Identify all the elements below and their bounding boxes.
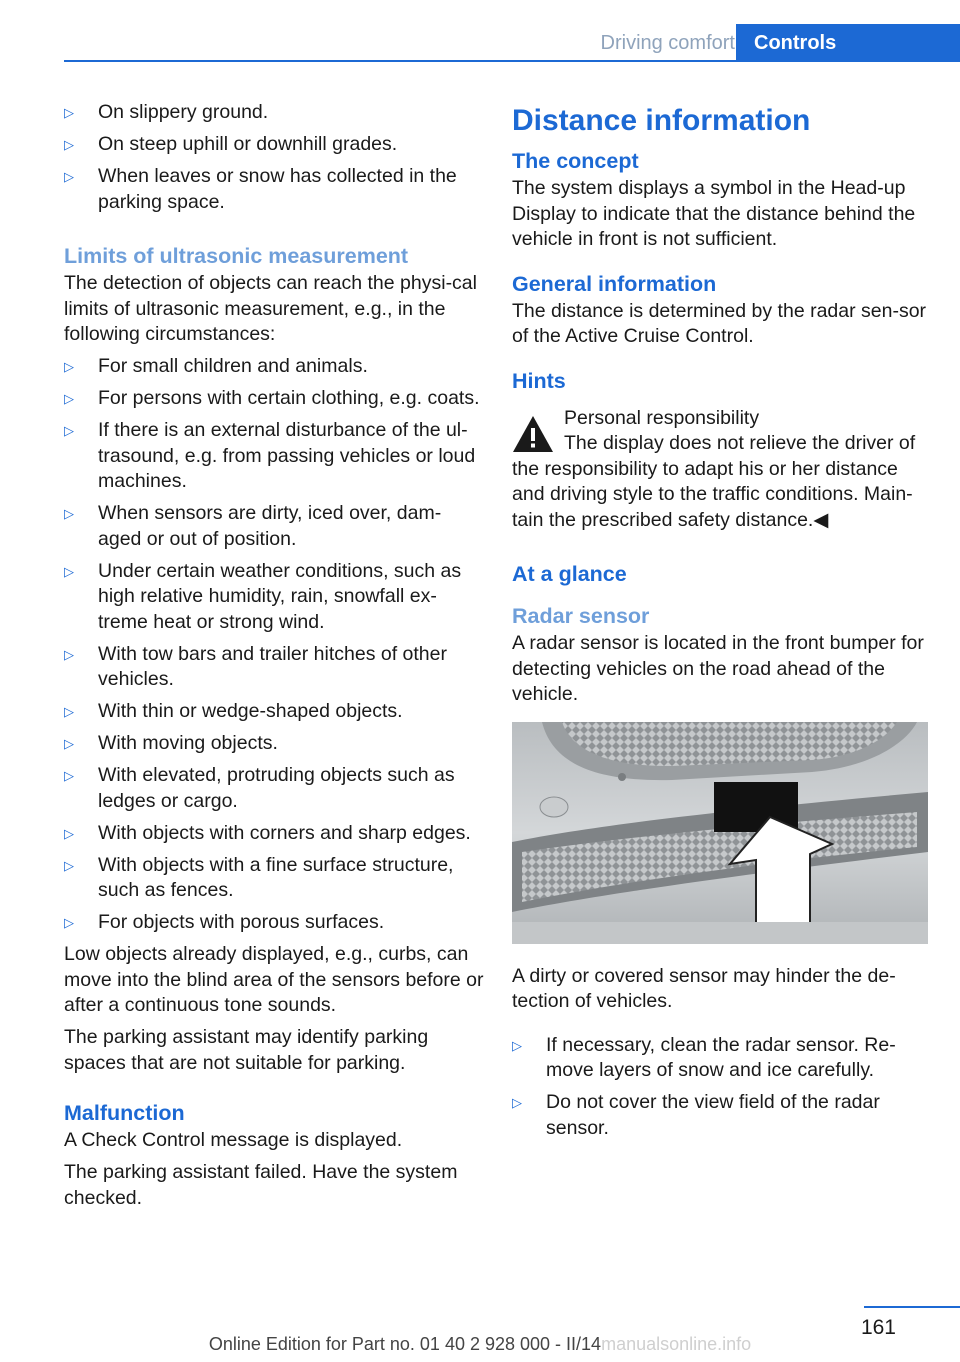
list-item-text: For objects with porous surfaces.	[98, 911, 385, 933]
warning-title: Personal responsibility	[564, 406, 760, 429]
bullet-triangle-icon: ▷	[64, 736, 74, 751]
bullet-triangle-icon: ▷	[64, 646, 74, 662]
list-item	[64, 132, 484, 158]
list-item	[64, 164, 484, 215]
concept-text: The system displays a symbol in the Head-up Display to indicate that the distance behind the vehicle in front is not sufficient.	[512, 177, 916, 250]
bullet-triangle-icon: ▷	[64, 169, 74, 184]
bullet-triangle-icon: ▷	[64, 423, 74, 438]
bullet-triangle-icon: ▷	[64, 359, 74, 374]
bullet-triangle-icon: ▷	[64, 563, 74, 579]
list-item-text: When sensors are dirty, iced over, dam‐aged or out of position.	[98, 502, 442, 550]
list-item-text: With objects with corners and sharp edges.	[98, 821, 471, 844]
list-item	[64, 100, 484, 126]
bullet-triangle-icon: ▷	[64, 137, 74, 152]
list-item-text: On slippery ground.	[98, 101, 269, 123]
left-column	[64, 100, 484, 1218]
bullet-triangle-icon: ▷	[64, 768, 74, 783]
limits-heading: Limits of ultrasonic measurement	[64, 244, 409, 268]
list-item	[64, 699, 484, 725]
edition-footer	[0, 1334, 960, 1355]
general-heading: General information	[512, 271, 717, 296]
footer-rule	[864, 1306, 960, 1308]
list-item	[64, 501, 484, 552]
list-item	[512, 1090, 932, 1141]
bullet-list-sensor	[512, 1033, 932, 1142]
malfunction-heading: Malfunction	[64, 1101, 185, 1125]
radar-sensor-photo	[512, 722, 928, 944]
malfunction-text-2: The parking assistant failed. Have the system checked.	[64, 1161, 458, 1209]
warning-text: The display does not relieve the driver of the responsibility to adapt his or her distance and driving style to the traffic conditions. Main‐tain the prescribed safety distance.◀	[512, 432, 916, 531]
list-item	[512, 1033, 932, 1084]
list-item-text: With moving objects.	[98, 732, 278, 754]
bullet-triangle-icon: ▷	[64, 105, 74, 120]
hints-heading: Hints	[512, 368, 566, 393]
dirty-sensor-text: A dirty or covered sensor may hinder the de‐tection of vehicles.	[512, 964, 896, 1012]
list-item-text: With tow bars and trailer hitches of other vehicles.	[98, 642, 447, 690]
radar-text: A radar sensor is located in the front bumper for detecting vehicles on the road ahead of the vehicle.	[512, 632, 924, 705]
bullet-triangle-icon: ▷	[64, 391, 74, 406]
list-item	[64, 386, 484, 412]
limits-intro: The detection of objects can reach the physi‐cal limits of ultrasonic measurement, e.g., in the following circumstances:	[64, 272, 477, 345]
controls-tab[interactable]: Controls	[736, 24, 960, 62]
list-item-text: For small children and animals.	[98, 355, 368, 377]
list-item-text: For persons with certain clothing, e.g. coats.	[98, 387, 480, 409]
list-item-text: If there is an external disturbance of the ul‐trasound, e.g. from passing vehicles or loud machines.	[98, 419, 476, 492]
list-item-text: Under certain weather conditions, such as high relative humidity, rain, snowfall ex‐treme heat or strong wind.	[98, 559, 462, 633]
bullet-triangle-icon: ▷	[64, 506, 74, 521]
list-item-text: With elevated, protruding objects such as ledges or cargo.	[98, 764, 455, 812]
bullet-triangle-icon: ▷	[64, 704, 74, 719]
list-item-text: When leaves or snow has collected in the parking space.	[98, 165, 457, 213]
glance-heading: At a glance	[512, 562, 627, 586]
edition-text: Online Edition for Part no. 01 40 2 928 000 - II/14	[208, 1334, 602, 1354]
page-title: Distance information	[512, 104, 811, 137]
list-item	[64, 821, 484, 847]
bullet-triangle-icon: ▷	[64, 825, 74, 841]
section-tab[interactable]: Driving comfort	[600, 32, 735, 54]
bullet-triangle-icon: ▷	[64, 857, 74, 873]
bullet-triangle-icon: ▷	[64, 915, 74, 930]
general-text: The distance is determined by the radar sen‐sor of the Active Cruise Control.	[512, 299, 927, 347]
warning-triangle-icon	[512, 414, 554, 454]
concept-heading: The concept	[512, 149, 639, 173]
list-item	[64, 731, 484, 757]
page-number: 161	[860, 1316, 896, 1339]
warning-box	[512, 406, 932, 534]
watermark: manualsonline.info	[601, 1334, 752, 1354]
list-item	[64, 642, 484, 693]
list-item	[64, 910, 484, 936]
radar-heading: Radar sensor	[512, 604, 650, 628]
low-objects-paragraph: Low objects already displayed, e.g., curbs, can move into the blind area of the sensors before or after a continuous tone sounds.	[64, 943, 484, 1016]
bullet-triangle-icon: ▷	[512, 1037, 522, 1053]
list-item	[64, 853, 484, 904]
list-item	[64, 354, 484, 380]
malfunction-text-1: A Check Control message is displayed.	[64, 1129, 403, 1151]
list-item-text: If necessary, clean the radar sensor. Re‐move layers of snow and ice carefully.	[546, 1033, 896, 1081]
bullet-triangle-icon: ▷	[512, 1095, 522, 1110]
right-column	[512, 100, 932, 1148]
list-item	[64, 559, 484, 636]
list-item-text: With objects with a fine surface structure, such as fences.	[98, 853, 454, 901]
bullet-list-limits	[64, 354, 484, 936]
bullet-list-conditions	[64, 100, 484, 215]
list-item-text: Do not cover the view field of the radar sensor.	[546, 1091, 880, 1139]
list-item	[64, 418, 484, 495]
list-item	[64, 763, 484, 814]
parking-paragraph: The parking assistant may identify parking spaces that are not suitable for parking.	[64, 1026, 429, 1074]
list-item-text: On steep uphill or downhill grades.	[98, 133, 398, 155]
list-item-text: With thin or wedge-shaped objects.	[98, 700, 403, 722]
